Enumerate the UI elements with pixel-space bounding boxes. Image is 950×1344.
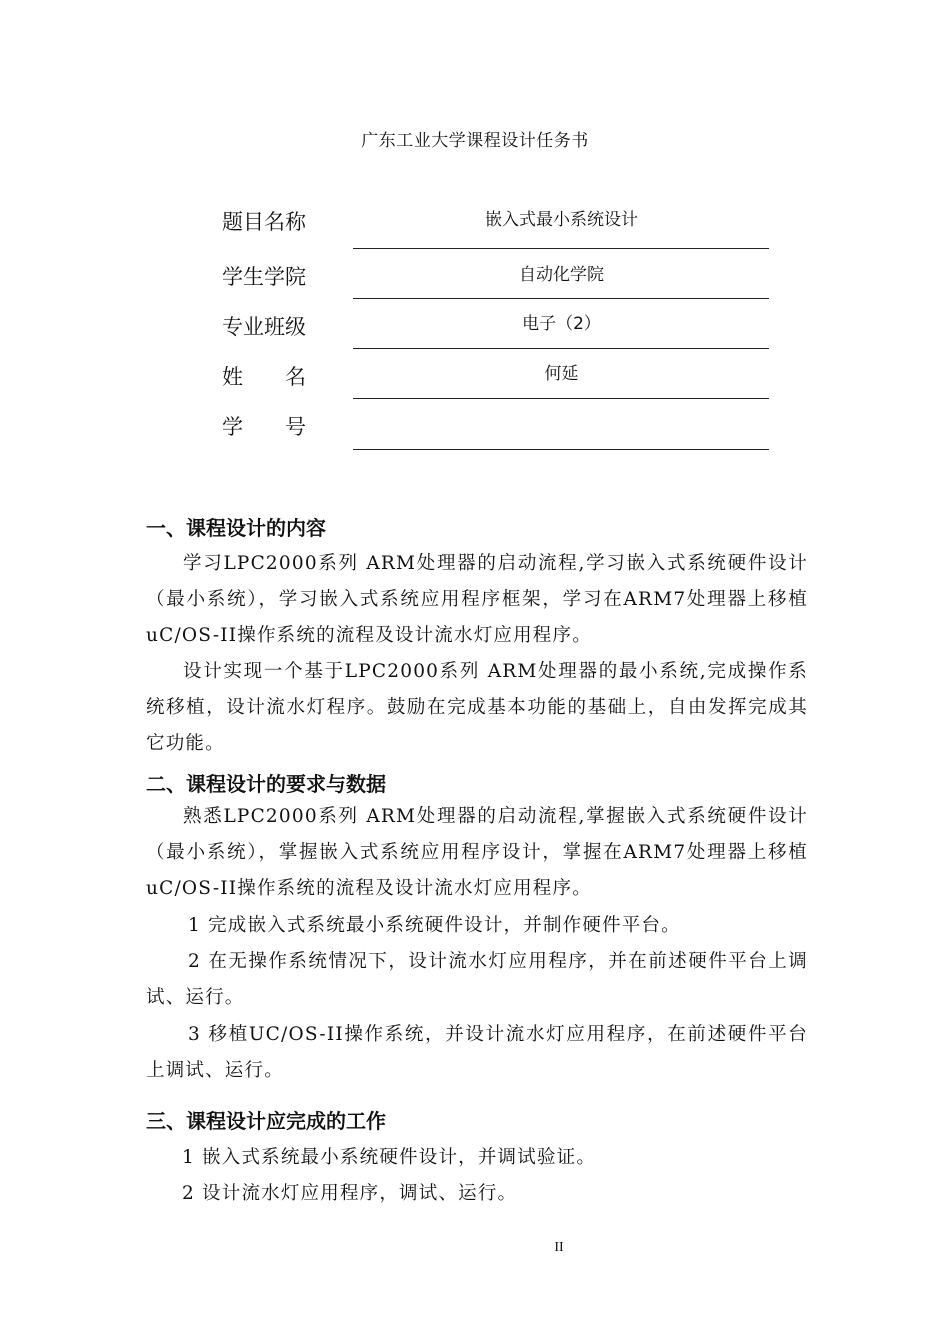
paragraph: 设计实现一个基于LPC2000系列 ARM处理器的最小系统,完成操作系统移植，设计流水灯程序。鼓励在完成基本功能的基础上，自由发挥完成其它功能。 (146, 661, 808, 754)
info-row-title (0, 200, 950, 250)
underline (353, 248, 769, 249)
list-item: 2 设计流水灯应用程序，调试、运行。 (182, 1183, 518, 1204)
underline (353, 298, 769, 299)
info-value: 嵌入式最小系统设计 (485, 210, 638, 230)
list-item: 2 在无操作系统情况下，设计流水灯应用程序，并在前述硬件平台上调试、运行。 (146, 951, 808, 1008)
info-value: 自动化学院 (519, 265, 604, 285)
page-number: II (554, 1240, 564, 1255)
section-heading: 一、课程设计的内容 (146, 516, 326, 540)
page-title: 广东工业大学课程设计任务书 (361, 131, 589, 151)
info-label: 学 号 (222, 415, 306, 439)
list-item: 3 移植UC/OS-II操作系统，并设计流水灯应用程序，在前述硬件平台上调试、运行。 (146, 1024, 808, 1081)
list-item: 1 完成嵌入式系统最小系统硬件设计，并制作硬件平台。 (188, 915, 681, 936)
paragraph: 学习LPC2000系列 ARM处理器的启动流程,学习嵌入式系统硬件设计（最小系统），学习嵌入式系统应用程序框架，学习在ARM7处理器上移植uC/OS-II操作系统的流程及设计流水灯应用程序。 (146, 553, 808, 646)
underline (353, 449, 769, 450)
underline (353, 398, 769, 399)
info-label: 姓 名 (222, 365, 306, 389)
info-value: 电子（2） (522, 314, 601, 334)
info-label: 专业班级 (222, 315, 306, 339)
paragraph: 熟悉LPC2000系列 ARM处理器的启动流程,掌握嵌入式系统硬件设计（最小系统），掌握嵌入式系统应用程序设计，掌握在ARM7处理器上移植uC/OS-II操作系统的流程及设计流水灯应用程序。 (146, 806, 808, 899)
section-heading: 三、课程设计应完成的工作 (146, 1109, 386, 1133)
info-label: 题目名称 (222, 210, 306, 234)
info-value: 何延 (544, 364, 579, 384)
underline (353, 348, 769, 349)
info-table (0, 0, 950, 470)
info-label: 学生学院 (222, 265, 306, 289)
list-item: 1 嵌入式系统最小系统硬件设计，并调试验证。 (182, 1147, 597, 1168)
section-heading: 二、课程设计的要求与数据 (146, 772, 386, 796)
